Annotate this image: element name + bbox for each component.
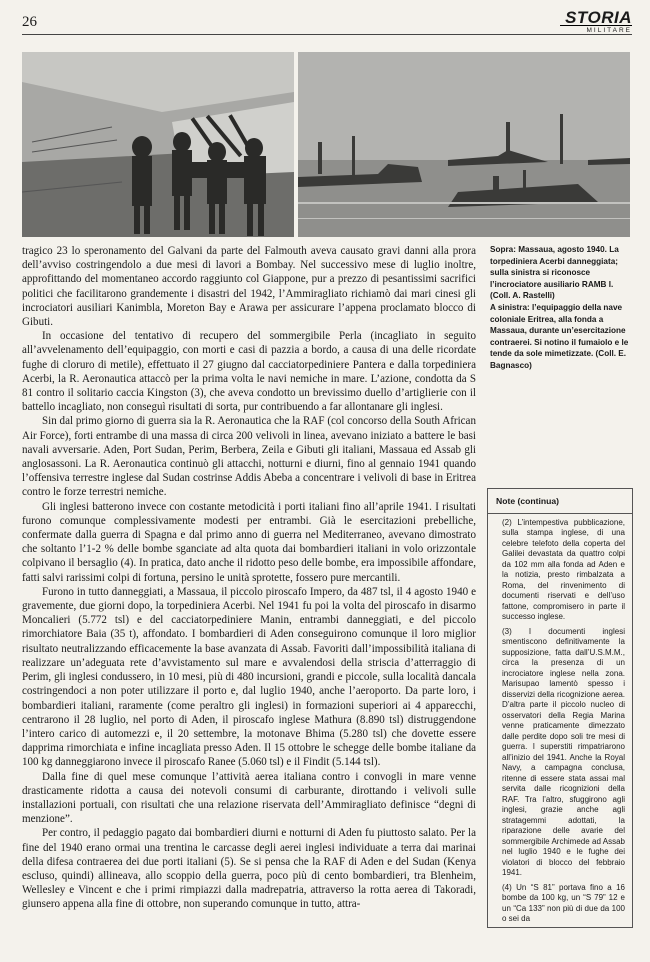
note-item: (3) I documenti inglesi smentiscono definitivamente la supposizione, fatta dall’U.S.M.M., circa la presenza di un incrociatore inglese nella zona. Marisupao lamentò spesso i disservizi della ricognizione aerea. D’altra parte il piccolo nucleo di osservatori della Regia Marina venne praticamente dimezzato dalle perdite dopo soli tre mesi di guerra. I superstiti rimpatriarono all’inizio del 1941. Anche la Royal Navy, a campagna conclusa, ritenne di essere stata assai mal servita dalle ricognizioni della RAF. Tra l’altro, sfuggirono agli inglesi, grazie anche agli stratagemmi adottati, la riparazione delle avarie del sommergibile Archimede ad Assab nel luglio 1940 e le fughe dei violatori di blocco del febbraio 1941.	[502, 626, 625, 877]
body-paragraph: Furono in tutto danneggiati, a Massaua, il piccolo piroscafo Impero, da 487 tsl, il 4 agosto 1940 e gravemente, due giorni dopo, la torpediniera Acerbi. Nel 1941 fu poi la volta del piroscafo in disarmo Moncalieri (5.772 tsl) e del cacciatorpediniere Manin, entrambi danneggiati, e del piccolo rimorchiatore Baia (35 t), affondato. I bombardieri di Aden conseguirono comunque il loro miglior risultato neutralizzando efficacemente la base avanzata di Assab. Favoriti dall’impossibilità italiana di realizzare un’adeguata rete d’avvistamento sul mare e avvalendosi della striscia d’atterraggio di Perim, gli inglesi condussero, in 10 mesi, più di 480 incursioni, grandi e piccole, sulla località dancala costringendoci a non poter utilizzare il porto e, dal luglio 1940, anche l’aeroporto. Da parte loro, i bombardieri italiani, raramente (come peraltro gli inglesi) in formazioni superiori ai 4 apparecchi, centrarono il 28 luglio, nel porto di Aden, il piroscafo inglese Mathura (8.890 tsl) distruggendone l’intero carico di automezzi e, il 20 settembre, la motonave Bhima (5.280 tsl) che dovette essere dapprima rimorchiata e infine incagliata presso Aden. Il 15 ottobre le schegge delle bombe italiane da 100 kg danneggiarono invece il piroscafo Ranee (5.060 tsl) e il Findit (5.144 tsl).	[22, 585, 476, 769]
notes-box	[487, 488, 633, 928]
body-paragraph: Sin dal primo giorno di guerra sia la R. Aeronautica che la RAF (col concorso della South African Air Force), forti entrambe di una massa di circa 200 velivoli in linea, avevano iniziato a battere le basi navali avversarie. Aden, Port Sudan, Perim, Berbera, Zeila e Gibuti gli italiani, Massaua ed Assab gli anglosassoni. La R. Aeronautica continuò gli attacchi, notturni e diurni, fino al gennaio 1941 quando l’offensiva terrestre inglese dal Sudan costrinse Addis Abeba a concentrare i velivoli di base in Eritrea contro le forze terrestri nemiche.	[22, 415, 476, 499]
logo-subtitle: MILITARE	[560, 25, 632, 35]
photo-harbour-drawing	[298, 52, 630, 237]
note-item: (4) Un “S 81” portava fino a 16 bombe da 100 kg, un “S 79” 12 e un “Ca 133” non più di due da 100 o sei da	[502, 882, 625, 923]
logo-title: STORIA	[565, 8, 632, 27]
body-paragraph: Per contro, il pedaggio pagato dai bombardieri diurni e notturni di Aden fu piuttosto salato. Per la fine del 1940 erano ormai una trentina le carcasse degli aerei inglesi individuate a terra dai marinai della difesa contraerea dei due porti italiani (5). Se si pensa che la RAF di Aden e del Sudan (Kenya escluso, quindi) allineava, allo scoppio della guerra, poco più di cento bombardieri, tra Blenheim, Wellesley e Vincent e che i primi rimpiazzi dalla madrepatria, attraverso la rotta aerea di Takoradi, giunsero appena alla fine di ottobre, non superando comunque in tutto, attra-	[22, 827, 476, 911]
caption-left-photo: A sinistra: l’equipaggio della nave coloniale Eritrea, alla fonda a Massaua, durante un’esercitazione contraerei. Si notino il fumaiolo e le tende da sole mimetizzate. (Coll. E. Bagnasco)	[490, 302, 629, 370]
photo-caption	[490, 244, 632, 372]
body-paragraph: In occasione del tentativo di recupero del sommergibile Perla (incagliato in seguito all’avvelenamento dell’equipaggio, con morti e casi di pazzia a bordo, a causa di una delle ricordate fughe di cloruro di metile), effettuato il 27 giugno dal cacciatorpediniere Pantera e dalla torpediniera Acerbi, la R. Aeronautica attaccò per la prima volta le navi nemiche in mare. L’azione, condotta da S 81 contro il solitario caccia Kingston (3), che aveva condotto un brevissimo duello d’artiglierie con il battello incagliato, non conseguì risultati di sorta, pur contribuendo a far allontanare gli inglesi.	[22, 330, 476, 414]
magazine-logo	[560, 10, 632, 36]
notes-title: Note (continua)	[488, 489, 632, 514]
note-item: (2) L’intempestiva pubblicazione, sulla stampa inglese, di una celebre telefoto della coperta del Galilei devastata da quattro colpi da 102 mm alla fonda ad Aden e la notizia, presto rimbalzata a Roma, del rinvenimento di documenti riservati e dell’uso fattone, compromisero in parte il successo inglese.	[502, 517, 625, 621]
body-paragraph: Dalla fine di quel mese comunque l’attività aerea italiana contro i convogli in mare venne drasticamente ridotta a causa dei notevoli consumi di carburante, dirottando i velivoli sulle installazioni portuali, con risultati che una relazione riservata dell’Ammiragliato definisce “degni di menzione”.	[22, 770, 476, 826]
header-rule	[22, 34, 632, 35]
body-paragraph: tragico 23 lo speronamento del Galvani da parte del Falmouth aveva causato gravi danni alla prora dell’avviso costringendolo a due mesi di lavori a Bombay. Nel successivo mese di luglio inoltre, approfittando del momentaneo accordo raggiunto col Giappone, pur a prezzo di pesantissimi sacrifici politici che facilitarono grandemente i disastri del 1942, l’Ammiragliato richiamò dai mari cinesi gli incrociatori ausiliari Kanimbla, Moreton Bay e Arawa per assicurare l’appena proclamato blocco di Gibuti.	[22, 245, 476, 329]
caption-top-photo: Sopra: Massaua, agosto 1940. La torpediniera Acerbi danneggiata; sulla sinistra si riconosce l’incrociatore ausiliario RAMB I. (Coll. A. Rastelli)	[490, 245, 619, 301]
page-number: 26	[22, 14, 37, 30]
photo-crew-drawing	[22, 52, 294, 237]
article-body	[22, 244, 476, 912]
body-paragraph: Gli inglesi batterono invece con costante metodicità i porti italiani fino all’aprile 1941. I risultati furono comunque complessivamente modesti per entrambi. Già le esercitazioni prebelliche, confermate dalla guerra di Spagna e dal primo anno di guerra nel Mediterraneo, avevano dimostrato che soltanto l’1-2 % delle bombe sganciate ad alta quota dai bombardieri italiani in volo orizzontale colpivano il bersaglio (4). In pratica, dato anche il ridotto peso delle bombe, era impossibile affondare, fatti salvi rarissimi colpi di fortuna, persino le unità sprotette, fossero pure mercantili.	[22, 500, 476, 584]
photo-crew-antiaircraft	[22, 52, 294, 237]
photo-massaua-harbour	[298, 52, 630, 237]
